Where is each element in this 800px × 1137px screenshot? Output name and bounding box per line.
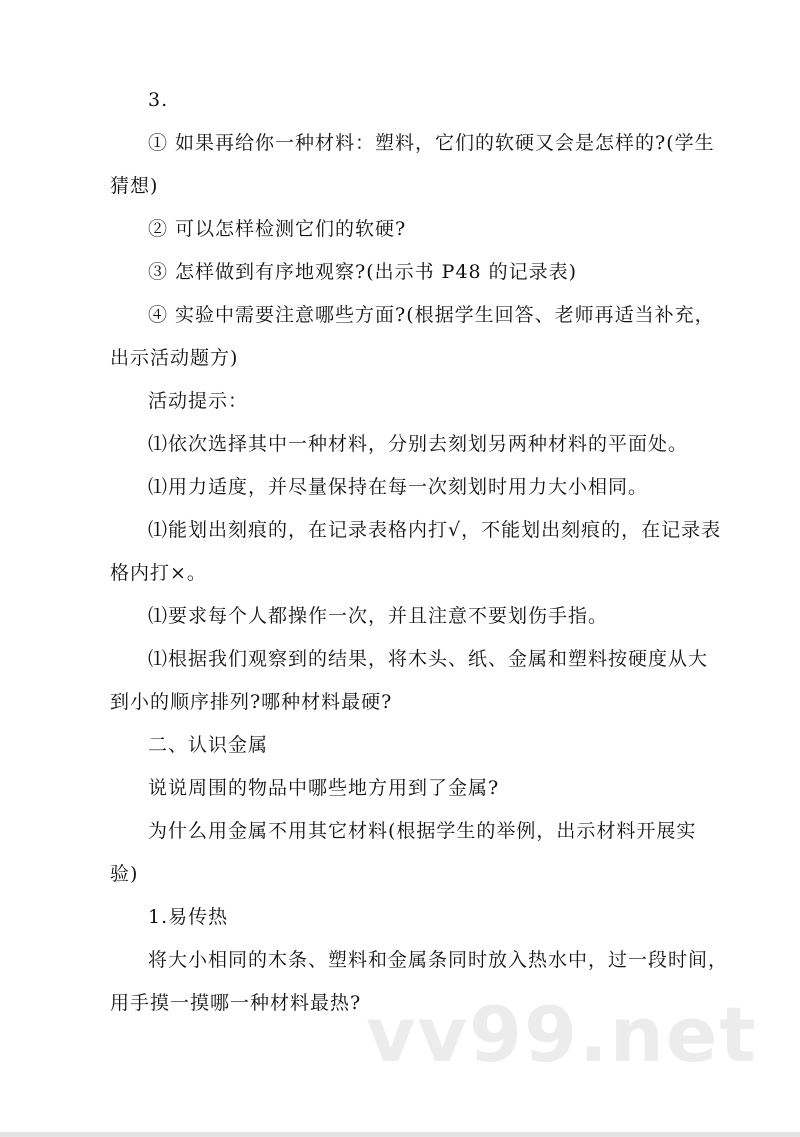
section-number: 3. [148, 89, 169, 111]
tip-3-line-1: ⑴能划出刻痕的，在记录表格内打√，不能划出刻痕的，在记录表 [148, 519, 722, 541]
question-3: ③ 怎样做到有序地观察?(出示书 P48 的记录表) [148, 261, 578, 283]
watermark: vv99.net [366, 990, 758, 1079]
tip-5-line-1: ⑴根据我们观察到的结果，将木头、纸、金属和塑料按硬度从大 [148, 648, 709, 670]
heat-experiment-line-1: 将大小相同的木条、塑料和金属条同时放入热水中，过一段时间， [148, 949, 729, 971]
tip-4: ⑴要求每个人都操作一次，并且注意不要划伤手指。 [148, 605, 609, 627]
tip-3-line-2: 格内打×。 [110, 562, 207, 584]
question-1-line-2: 猜想) [110, 175, 159, 197]
subsection-heat-conduction: 1.易传热 [148, 906, 229, 928]
section-heading-metals: 二、认识金属 [148, 734, 269, 756]
metals-question-2-line-1: 为什么用金属不用其它材料(根据学生的举例，出示材料开展实 [148, 820, 697, 842]
heat-experiment-line-2: 用手摸一摸哪一种材料最热? [110, 992, 362, 1014]
metals-question-2-line-2: 验) [110, 863, 139, 885]
metals-question-1: 说说周围的物品中哪些地方用到了金属? [148, 777, 500, 799]
activity-tips-heading: 活动提示： [148, 390, 249, 412]
page-bottom-edge [0, 1132, 800, 1137]
question-4-line-2: 出示活动题方) [110, 347, 239, 369]
tip-5-line-2: 到小的顺序排列?哪种材料最硬? [110, 691, 393, 713]
tip-1: ⑴依次选择其中一种材料，分别去刻划另两种材料的平面处。 [148, 433, 689, 455]
tip-2: ⑴用力适度，并尽量保持在每一次刻划时用力大小相同。 [148, 476, 649, 498]
question-4-line-1: ④ 实验中需要注意哪些方面?(根据学生回答、老师再适当补充， [148, 304, 715, 326]
question-1-line-1: ① 如果再给你一种材料：塑料，它们的软硬又会是怎样的?(学生 [148, 132, 715, 154]
question-2: ② 可以怎样检测它们的软硬? [148, 218, 407, 240]
